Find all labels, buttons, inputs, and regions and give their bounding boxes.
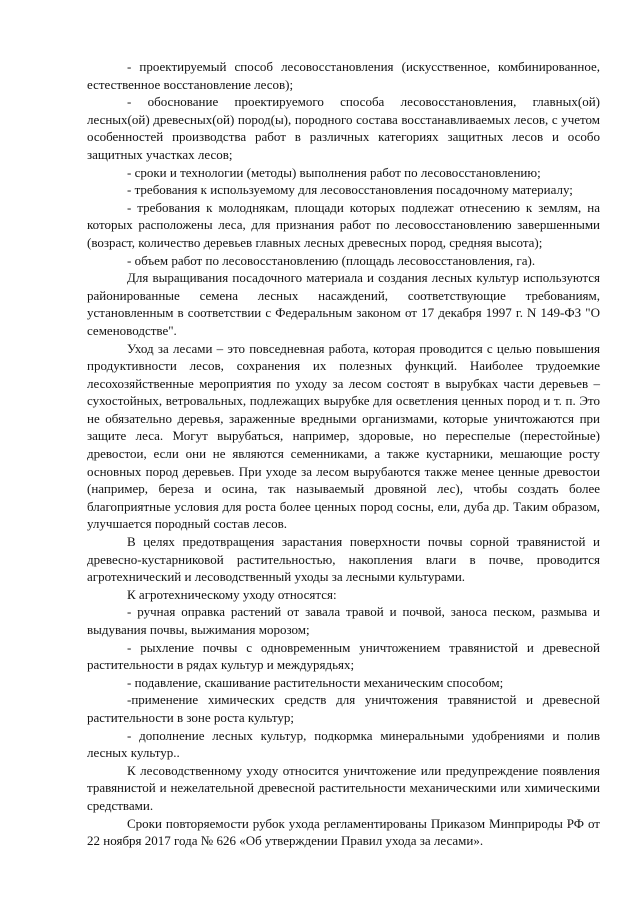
- bullet-soil-loosening: - рыхление почвы с одновременным уничтожением травянистой и древесной растительности в рядах культур и междурядьях;: [87, 639, 600, 673]
- paragraph-regulation: Сроки повторяемости рубок ухода регламентированы Приказом Минприроды РФ от 22 ноября 2017 года № 626 «Об утверждении Правил ухода за лесами».: [87, 815, 600, 849]
- bullet-young-stand-requirements: - требования к молоднякам, площади которых подлежат отнесению к землям, на которых расположены леса, для признания работ по лесовосстановлению завершенными (возраст, количество деревьев главных лесных древесных пород, средняя высота);: [87, 199, 600, 250]
- bullet-work-volume: - объем работ по лесовосстановлению (площадь лесовосстановления, га).: [127, 252, 536, 268]
- paragraph-agrotechnical-intro: К агротехническому уходу относятся:: [127, 586, 337, 602]
- bullet-mechanical-mowing: - подавление, скашивание растительности механическим способом;: [127, 674, 504, 690]
- bullet-planting-material: - требования к используемому для лесовосстановления посадочному материалу;: [127, 182, 573, 198]
- bullet-restoration-method: - проектируемый способ лесовосстановления (искусственное, комбинированное, естественное восстановление лесов);: [87, 59, 600, 92]
- paragraph-seed-material: Для выращивания посадочного материала и создания лесных культур используются районированные семена лесных насаждений, соответствующие требованиям, установленным в соответствии с Федеральным законом от 17 декабря 1997 г. N 149-ФЗ "О семеноводстве".: [87, 270, 600, 338]
- paragraph-forest-care: Уход за лесами – это повседневная работа, которая проводится с целью повышения продуктивности лесов, сохранения их полезных функций. Наиболее трудоемкие лесохозяйственные мероприятия по уходу за лесом состоят в вырубках части деревьев – сухостойных, ветровальных, подлежащих вырубке для осветления ценных пород и т. п. Это не обязательно деревья, зараженные вредными организмами, которые уничтожаются при защите леса. Могут вырубаться, например, здоровые, но переспелые (перестойные) древостои, если они не являются семенниками, а также кустарники, мешающие росту основных пород деревьев. При уходе за лесом вырубаются также менее ценные древостои (например, береза и осина, так называемый дровяной лес), чтобы создать более благоприятные условия для роста более ценных пород сосны, ели, дуба др. Таким образом, улучшается породный состав лесов.: [87, 340, 600, 532]
- bullet-timing-technology: - сроки и технологии (методы) выполнения работ по лесовосстановлению;: [127, 164, 541, 180]
- bullet-method-justification: - обоснование проектируемого способа лесовосстановления, главных(ой) лесных(ой) древесных(ой) пород(ы), породного состава восстанавливаемых лесов, с учетом особенностей производства работ в различных категориях защитных лесов и особо защитных участках лесов;: [87, 94, 600, 162]
- bullet-manual-straightening: - ручная оправка растений от завала травой и почвой, заноса песком, размыва и выдувания почвы, выжимания морозом;: [87, 604, 600, 637]
- bullet-fertilizing-watering: - дополнение лесных культур, подкормка минеральными удобрениями и полив лесных культур..: [87, 727, 600, 761]
- paragraph-care-goals: В целях предотвращения зарастания поверхности почвы сорной травянистой и древесно-кустарниковой растительностью, накопления влаги в почве, проводится агротехнический и лесоводственный уходы за лесными культурами.: [87, 534, 600, 585]
- bullet-chemical-means: -применение химических средств для уничтожения травянистой и древесной растительности в зоне роста культур;: [87, 692, 600, 725]
- paragraph-silvicultural-care: К лесоводственному уходу относится уничтожение или предупреждение появления травянистой и нежелательной древесной растительности механическими или химическими средствами.: [87, 762, 600, 813]
